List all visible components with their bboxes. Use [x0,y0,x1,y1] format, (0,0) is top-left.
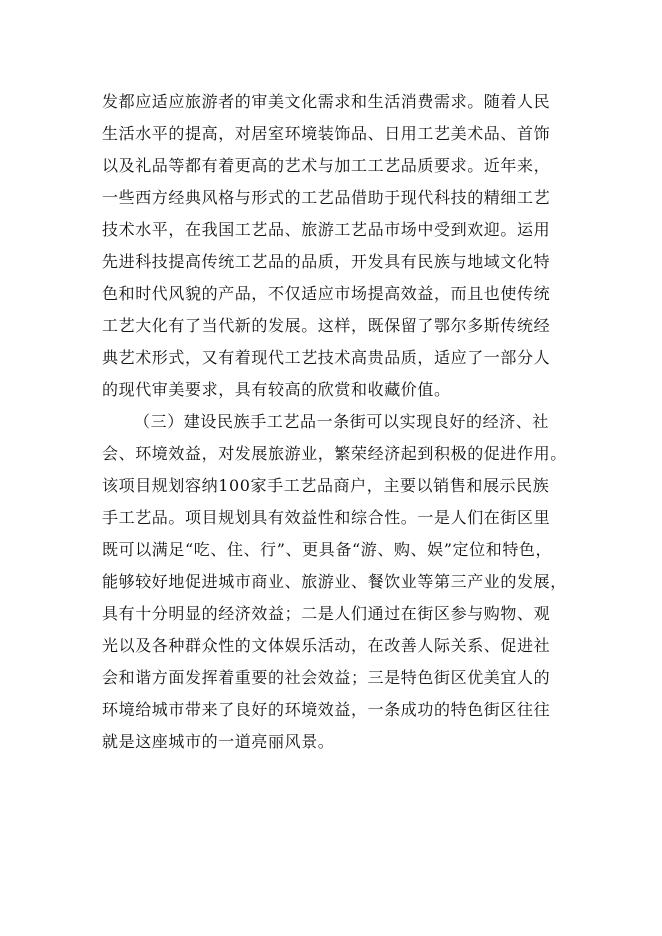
text-line: 色和时代风貌的产品，不仅适应市场提高效益，而且也使传统 [102,284,551,303]
paragraph-start-line: （三）建设民族手工艺品一条街可以实现良好的经济、社 [134,412,550,431]
text-line: 既可以满足“吃、住、行”、更具备“游、购、娱”定位和特色， [102,540,553,559]
text-line: 会和谐方面发挥着重要的社会效益；三是特色街区优美宜人的 [102,668,551,687]
text-line: 会、环境效益，对发展旅游业，繁荣经济起到积极的促进作用。 [102,444,567,463]
text-line: 手工艺品。项目规划具有效益性和综合性。一是人们在街区里 [102,508,551,527]
text-line: 生活水平的提高，对居室环境装饰品、日用工艺美术品、首饰 [102,124,551,143]
text-line: 以及礼品等都有着更高的艺术与加工工艺品质要求。近年来， [102,156,551,175]
text-line: 能够较好地促进城市商业、旅游业、餐饮业等第三产业的发展， [102,572,567,591]
text-line: 环境给城市带来了良好的环境效益，一条成功的特色街区往往 [102,700,551,719]
text-line: 的现代审美要求，具有较高的欣赏和收藏价值。 [102,380,451,399]
text-line: 先进科技提高传统工艺品的品质，开发具有民族与地域文化特 [102,252,551,271]
text-line: 技术水平，在我国工艺品、旅游工艺品市场中受到欢迎。运用 [102,220,551,239]
text-line: 一些西方经典风格与形式的工艺品借助于现代科技的精细工艺 [102,188,551,207]
text-line: 典艺术形式，又有着现代工艺技术高贵品质，适应了一部分人 [102,348,551,367]
text-line: 工艺大化有了当代新的发展。这样，既保留了鄂尔多斯传统经 [102,316,551,335]
text-line: 具有十分明显的经济效益；二是人们通过在街区参与购物、观 [102,604,551,623]
text-line: 该项目规划容纳100家手工艺品商户，主要以销售和展示民族 [102,476,550,495]
text-line: 发都应适应旅游者的审美文化需求和生活消费需求。随着人民 [102,92,551,111]
text-line: 光以及各种群众性的文体娱乐活动，在改善人际关系、促进社 [102,636,551,655]
text-line: 就是这座城市的一道亮丽风景。 [102,732,335,751]
